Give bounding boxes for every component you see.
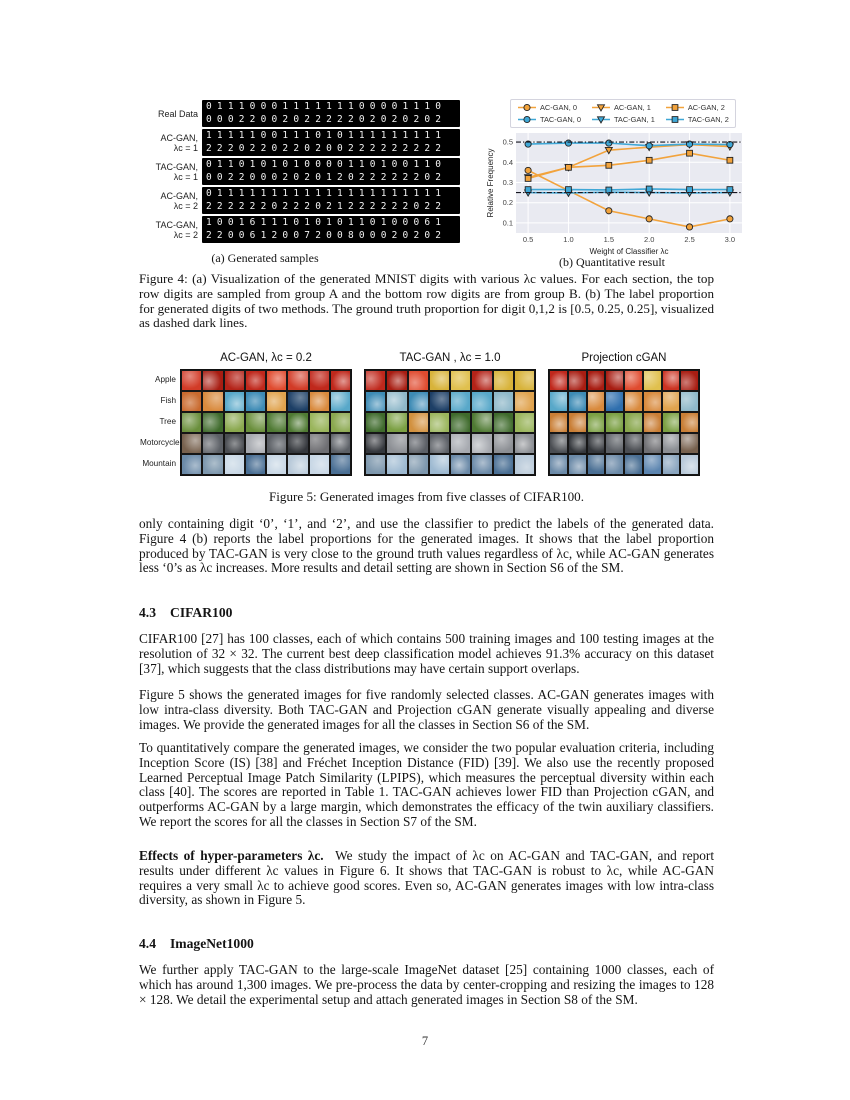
cifar-tile bbox=[386, 454, 407, 475]
cifar-tile bbox=[568, 391, 587, 412]
frequency-chart bbox=[486, 129, 748, 257]
cifar-tile bbox=[493, 433, 514, 454]
mnist-digit-strip bbox=[202, 100, 460, 127]
cifar-tile bbox=[245, 412, 266, 433]
y-tick-label: 0.5 bbox=[502, 137, 513, 147]
mnist-row bbox=[146, 100, 460, 127]
cifar-tile bbox=[549, 454, 568, 475]
x-tick-label: 3.0 bbox=[724, 235, 736, 244]
cifar-tile bbox=[587, 391, 606, 412]
section-number: 4.4 bbox=[139, 936, 156, 951]
paragraph-intro: only containing digit ‘0’, ‘1’, and ‘2’, and use the classifier to predict the labels of the generated data. Figure 4 (b) reports the label proportions for the generated images. It shows that the label proportion produced by TAC-GAN is very close to the ground truth values regardless of λc, while AC-GAN generates less ‘0’s as λc increases. More results and detail setting are shown in Section S6 of the SM. bbox=[139, 516, 714, 576]
cifar-tile bbox=[365, 412, 386, 433]
cifar-tile bbox=[662, 370, 681, 391]
legend-item bbox=[665, 102, 729, 113]
marker-circle bbox=[606, 208, 612, 214]
marker-circle bbox=[524, 104, 530, 110]
mnist-row bbox=[146, 216, 460, 243]
cifar-tile bbox=[266, 433, 287, 454]
cifar-grid bbox=[364, 369, 536, 476]
cifar-tile bbox=[408, 454, 429, 475]
cifar-tile bbox=[202, 433, 223, 454]
cifar-tile bbox=[587, 370, 606, 391]
cifar-tile bbox=[471, 412, 492, 433]
cifar-tile bbox=[309, 412, 330, 433]
cifar-tile bbox=[287, 370, 308, 391]
cifar-tile bbox=[624, 391, 643, 412]
legend-item bbox=[591, 102, 655, 113]
figure5-row-labels bbox=[140, 352, 180, 476]
section-4-4-heading bbox=[139, 936, 254, 952]
cifar-tile bbox=[287, 454, 308, 475]
cifar-tile bbox=[643, 454, 662, 475]
cifar-tile bbox=[549, 370, 568, 391]
cifar-tile bbox=[643, 433, 662, 454]
cifar-tile bbox=[309, 391, 330, 412]
x-tick-label: 1.5 bbox=[603, 235, 615, 244]
mnist-row bbox=[146, 187, 460, 214]
mnist-row-label-line2: λc = 2 bbox=[173, 200, 198, 211]
cifar-tile bbox=[408, 370, 429, 391]
cifar-tile bbox=[386, 370, 407, 391]
cifar-tile bbox=[471, 454, 492, 475]
marker-square bbox=[606, 187, 612, 193]
figure4b-subcaption: (b) Quantitative result bbox=[559, 255, 665, 269]
mnist-digits-bottom: 2200612007200800020202 bbox=[206, 229, 447, 241]
cifar-tile bbox=[643, 412, 662, 433]
marker-circle bbox=[606, 140, 612, 146]
paragraph-imagenet: We further apply TAC-GAN to the large-scale ImageNet dataset [25] containing 1000 classes, each of which has around 1,300 images. We pre-process the data by center-cropping and resizing the images to 128 × 128. We detail the experimental setup and attach generated images in Section S8 of the SM. bbox=[139, 962, 714, 1007]
x-tick-label: 1.0 bbox=[563, 235, 574, 244]
cifar-tile bbox=[514, 454, 535, 475]
marker-square bbox=[672, 105, 678, 111]
marker-circle bbox=[565, 140, 571, 146]
y-tick-label: 0.2 bbox=[502, 198, 513, 208]
marker-circle bbox=[686, 224, 692, 230]
cifar-tile bbox=[493, 370, 514, 391]
cifar-tile bbox=[429, 412, 450, 433]
legend-item bbox=[517, 114, 581, 125]
marker-square bbox=[525, 187, 531, 193]
cifar-tile bbox=[643, 391, 662, 412]
mnist-row-label-line2: λc = 2 bbox=[173, 229, 198, 240]
cifar-tile bbox=[365, 454, 386, 475]
figure4-caption: Figure 4: (a) Visualization of the generated MNIST digits with various λc values. For each section, the top row digits are sampled from group A and the bottom row digits are from group B. (b) The label proportion for generated digits of two methods. The ground truth proportion for digit 0,1,2 is [0.5, 0.25, 0.25], visualized as dashed dark lines. bbox=[139, 271, 714, 331]
cifar-tile bbox=[429, 370, 450, 391]
paragraph-effects bbox=[139, 849, 714, 908]
cifar-tile bbox=[624, 370, 643, 391]
cifar-tile bbox=[181, 391, 202, 412]
chart-y-axis-label: Relative Frequency bbox=[486, 148, 495, 218]
cifar-tile bbox=[309, 433, 330, 454]
cifar-row-label: Motorcycle bbox=[140, 438, 180, 447]
cifar-tile bbox=[202, 370, 223, 391]
figure4a-subcaption: (a) Generated samples bbox=[211, 251, 319, 265]
marker-circle bbox=[646, 216, 652, 222]
cifar-tile bbox=[287, 412, 308, 433]
marker-square bbox=[566, 187, 572, 193]
cifar-tile bbox=[181, 370, 202, 391]
marker-square bbox=[687, 187, 693, 193]
chart-legend bbox=[510, 99, 736, 128]
cifar-tile bbox=[429, 454, 450, 475]
cifar-row-label: Tree bbox=[159, 417, 176, 426]
legend-marker-icon bbox=[591, 103, 611, 112]
mnist-row-label-line1: AC-GAN, bbox=[160, 132, 198, 143]
y-tick-label: 0.4 bbox=[502, 157, 513, 167]
mnist-row-label bbox=[146, 220, 202, 240]
cifar-row-label: Mountain bbox=[142, 459, 176, 468]
cifar-tile bbox=[365, 370, 386, 391]
cifar-tile bbox=[309, 370, 330, 391]
cifar-panel-title: TAC-GAN , λc = 1.0 bbox=[399, 352, 501, 364]
mnist-row-label bbox=[146, 109, 202, 119]
cifar-tile bbox=[245, 433, 266, 454]
legend-item bbox=[517, 102, 581, 113]
cifar-tile bbox=[309, 454, 330, 475]
figure5 bbox=[140, 352, 702, 476]
cifar-panel bbox=[548, 352, 700, 476]
cifar-tile bbox=[386, 391, 407, 412]
cifar-tile bbox=[287, 433, 308, 454]
mnist-digits-top: 1001611101010110100061 bbox=[206, 217, 447, 228]
mnist-digits-top: 1111100111010111111111 bbox=[206, 130, 447, 141]
cifar-tile bbox=[568, 412, 587, 433]
cifar-tile bbox=[224, 412, 245, 433]
cifar-tile bbox=[365, 433, 386, 454]
cifar-tile bbox=[605, 391, 624, 412]
marker-square bbox=[727, 157, 733, 163]
y-tick-label: 0.1 bbox=[502, 218, 513, 228]
cifar-tile bbox=[605, 370, 624, 391]
cifar-tile bbox=[605, 412, 624, 433]
cifar-tile bbox=[624, 433, 643, 454]
cifar-tile bbox=[624, 454, 643, 475]
legend-label: TAC-GAN, 1 bbox=[613, 115, 655, 124]
cifar-tile bbox=[514, 433, 535, 454]
cifar-panel-title: AC-GAN, λc = 0.2 bbox=[220, 352, 312, 364]
cifar-grid bbox=[180, 369, 352, 476]
marker-square bbox=[646, 186, 652, 192]
cifar-tile bbox=[266, 454, 287, 475]
cifar-row-label: Apple bbox=[155, 375, 176, 384]
paragraph-cifar100-2: Figure 5 shows the generated images for five randomly selected classes. AC-GAN generates images with low intra-class diversity. Both TAC-GAN and Projection cGAN generate visually appealing and diverse images. We provide the generated images for all the classes in Section S6 of the SM. bbox=[139, 687, 714, 732]
cifar-tile bbox=[450, 433, 471, 454]
figure5-caption: Figure 5: Generated images from five classes of CIFAR100. bbox=[268, 489, 585, 504]
cifar-tile bbox=[224, 370, 245, 391]
x-tick-label: 0.5 bbox=[522, 235, 534, 244]
legend-marker-icon bbox=[591, 115, 611, 124]
cifar-tile bbox=[549, 433, 568, 454]
cifar-tile bbox=[514, 391, 535, 412]
mnist-digits-top: 0111111111111111111111 bbox=[206, 188, 447, 199]
mnist-row-label bbox=[146, 191, 202, 211]
effects-lead-label: Effects of hyper-parameters λc. bbox=[139, 848, 324, 863]
cifar-tile bbox=[471, 433, 492, 454]
legend-marker-icon bbox=[517, 103, 537, 112]
cifar-tile bbox=[266, 412, 287, 433]
cifar-tile bbox=[587, 412, 606, 433]
mnist-row-label-line2: λc = 1 bbox=[173, 171, 198, 182]
cifar-tile bbox=[181, 454, 202, 475]
cifar-tile bbox=[386, 412, 407, 433]
cifar-tile bbox=[680, 391, 699, 412]
cifar-tile bbox=[450, 391, 471, 412]
cifar-tile bbox=[450, 370, 471, 391]
cifar-tile bbox=[514, 412, 535, 433]
cifar-tile bbox=[450, 454, 471, 475]
cifar-tile bbox=[202, 454, 223, 475]
cifar-tile bbox=[662, 433, 681, 454]
figure4-panel-b bbox=[486, 99, 750, 262]
legend-label: AC-GAN, 0 bbox=[540, 103, 577, 112]
mnist-row bbox=[146, 158, 460, 185]
cifar-tile bbox=[408, 412, 429, 433]
x-tick-label: 2.5 bbox=[684, 235, 695, 244]
chart-x-axis-label: Weight of Classifier λc bbox=[589, 247, 669, 256]
cifar-tile bbox=[202, 412, 223, 433]
mnist-digits-bottom: 2222220222021222222022 bbox=[206, 200, 447, 212]
mnist-digit-strip bbox=[202, 187, 460, 214]
marker-circle bbox=[524, 116, 530, 122]
mnist-row-label-line2: λc = 1 bbox=[173, 142, 198, 153]
cifar-tile bbox=[493, 454, 514, 475]
mnist-row-label bbox=[146, 133, 202, 153]
mnist-row-label-line1: Real Data bbox=[157, 108, 198, 119]
mnist-digits-bottom: 0022000202012022222202 bbox=[206, 171, 447, 183]
marker-square bbox=[525, 176, 531, 182]
legend-marker-icon bbox=[517, 115, 537, 124]
cifar-panel-title: Projection cGAN bbox=[581, 352, 667, 364]
mnist-digit-strip bbox=[202, 158, 460, 185]
cifar-tile bbox=[245, 370, 266, 391]
cifar-tile bbox=[429, 391, 450, 412]
cifar-panel bbox=[364, 352, 536, 476]
cifar-tile bbox=[662, 412, 681, 433]
cifar-tile bbox=[549, 412, 568, 433]
effects-text: We study the impact of λc on AC-GAN and TAC-GAN, and report results under different λc values in Figure 6. It shows that TAC-GAN is robust to λc, while AC-GAN requires a very small λc to achieve good scores. Even so, AC-GAN generates images with low intra-class diversity, as shown in Figure 5. bbox=[139, 848, 715, 908]
legend-label: TAC-GAN, 0 bbox=[540, 115, 581, 124]
marker-square bbox=[606, 162, 612, 168]
cifar-tile bbox=[549, 391, 568, 412]
cifar-tile bbox=[224, 454, 245, 475]
mnist-digit-strip bbox=[202, 129, 460, 156]
cifar-tile bbox=[605, 454, 624, 475]
cifar-tile bbox=[365, 391, 386, 412]
cifar-tile bbox=[643, 370, 662, 391]
mnist-digits-top: 0111000111111100001110 bbox=[206, 101, 447, 112]
figure4-panel-a bbox=[146, 100, 460, 245]
section-number: 4.3 bbox=[139, 605, 156, 620]
cifar-tile bbox=[330, 391, 351, 412]
mnist-digits-bottom: 2220220220200222222222 bbox=[206, 142, 447, 154]
cifar-tile bbox=[224, 391, 245, 412]
cifar-tile bbox=[568, 454, 587, 475]
cifar-tile bbox=[386, 433, 407, 454]
y-tick-label: 0.3 bbox=[502, 177, 513, 187]
cifar-tile bbox=[330, 412, 351, 433]
cifar-tile bbox=[493, 412, 514, 433]
cifar-tile bbox=[471, 370, 492, 391]
cifar-tile bbox=[330, 370, 351, 391]
cifar-tile bbox=[245, 391, 266, 412]
legend-item bbox=[665, 114, 729, 125]
mnist-digits-bottom: 0002200202222202020202 bbox=[206, 113, 447, 125]
cifar-tile bbox=[680, 454, 699, 475]
cifar-tile bbox=[245, 454, 266, 475]
cifar-tile bbox=[680, 370, 699, 391]
cifar-tile bbox=[408, 433, 429, 454]
marker-circle bbox=[727, 216, 733, 222]
cifar-tile bbox=[429, 433, 450, 454]
cifar-grid bbox=[548, 369, 700, 476]
mnist-digits-top: 0110101010000110100110 bbox=[206, 159, 447, 170]
cifar-tile bbox=[181, 433, 202, 454]
paragraph-cifar100-1: CIFAR100 [27] has 100 classes, each of which contains 500 training images and 100 testing images at the resolution of 32 × 32. The current best deep classification model achieves 91.3% accuracy on this dataset [37], which suggests that the class distributions may have certain support overlaps. bbox=[139, 631, 714, 676]
mnist-row bbox=[146, 129, 460, 156]
legend-label: AC-GAN, 1 bbox=[613, 103, 651, 112]
cifar-panel bbox=[180, 352, 352, 476]
cifar-tile bbox=[662, 454, 681, 475]
cifar-tile bbox=[266, 391, 287, 412]
mnist-row-label-line1: TAC-GAN, bbox=[155, 219, 198, 230]
marker-square bbox=[566, 164, 572, 170]
section-title: CIFAR100 bbox=[170, 605, 233, 620]
cifar-tile bbox=[181, 412, 202, 433]
cifar-tile bbox=[624, 412, 643, 433]
legend-item bbox=[591, 114, 655, 125]
cifar-tile bbox=[662, 391, 681, 412]
cifar-tile bbox=[514, 370, 535, 391]
section-title: ImageNet1000 bbox=[170, 936, 254, 951]
legend-label: AC-GAN, 2 bbox=[687, 103, 725, 112]
cifar-tile bbox=[568, 370, 587, 391]
cifar-tile bbox=[330, 454, 351, 475]
legend-marker-icon bbox=[665, 103, 685, 112]
page-number: 7 bbox=[421, 1034, 429, 1048]
cifar-tile bbox=[587, 433, 606, 454]
cifar-tile bbox=[287, 391, 308, 412]
paragraph-cifar100-3: To quantitatively compare the generated images, we consider the two popular evaluation criteria, including Inception Score (IS) [38] and Fréchet Inception Distance (FID) [39]. We also use the recently proposed Learned Perceptual Image Patch Similarity (LPIPS), which measures the perceptual diversity within each class [40]. The scores are reported in Table 1. TAC-GAN achieves lower FID than Projection cGAN, and outperforms AC-GAN by a large margin, which demonstrates the efficacy of the twin auxiliary classifiers. We report the scores for all the classes in Section S7 of the SM. bbox=[139, 740, 714, 829]
mnist-digit-strip bbox=[202, 216, 460, 243]
section-4-3-heading bbox=[139, 605, 232, 621]
marker-square bbox=[687, 150, 693, 156]
marker-square bbox=[646, 157, 652, 163]
cifar-tile bbox=[568, 433, 587, 454]
cifar-tile bbox=[605, 433, 624, 454]
mnist-row-label-line1: TAC-GAN, bbox=[155, 161, 198, 172]
x-tick-label: 2.0 bbox=[643, 235, 655, 244]
marker-square bbox=[672, 117, 678, 123]
cifar-tile bbox=[680, 412, 699, 433]
cifar-row-label: Fish bbox=[160, 396, 176, 405]
marker-circle bbox=[525, 167, 531, 173]
cifar-tile bbox=[330, 433, 351, 454]
cifar-tile bbox=[471, 391, 492, 412]
cifar-tile bbox=[587, 454, 606, 475]
cifar-tile bbox=[408, 391, 429, 412]
legend-marker-icon bbox=[665, 115, 685, 124]
mnist-row-label bbox=[146, 162, 202, 182]
cifar-tile bbox=[680, 433, 699, 454]
marker-square bbox=[727, 187, 733, 193]
mnist-row-label-line1: AC-GAN, bbox=[160, 190, 198, 201]
legend-label: TAC-GAN, 2 bbox=[687, 115, 729, 124]
cifar-tile bbox=[224, 433, 245, 454]
cifar-tile bbox=[493, 391, 514, 412]
cifar-tile bbox=[266, 370, 287, 391]
marker-circle bbox=[646, 143, 652, 149]
cifar-tile bbox=[202, 391, 223, 412]
cifar-tile bbox=[450, 412, 471, 433]
